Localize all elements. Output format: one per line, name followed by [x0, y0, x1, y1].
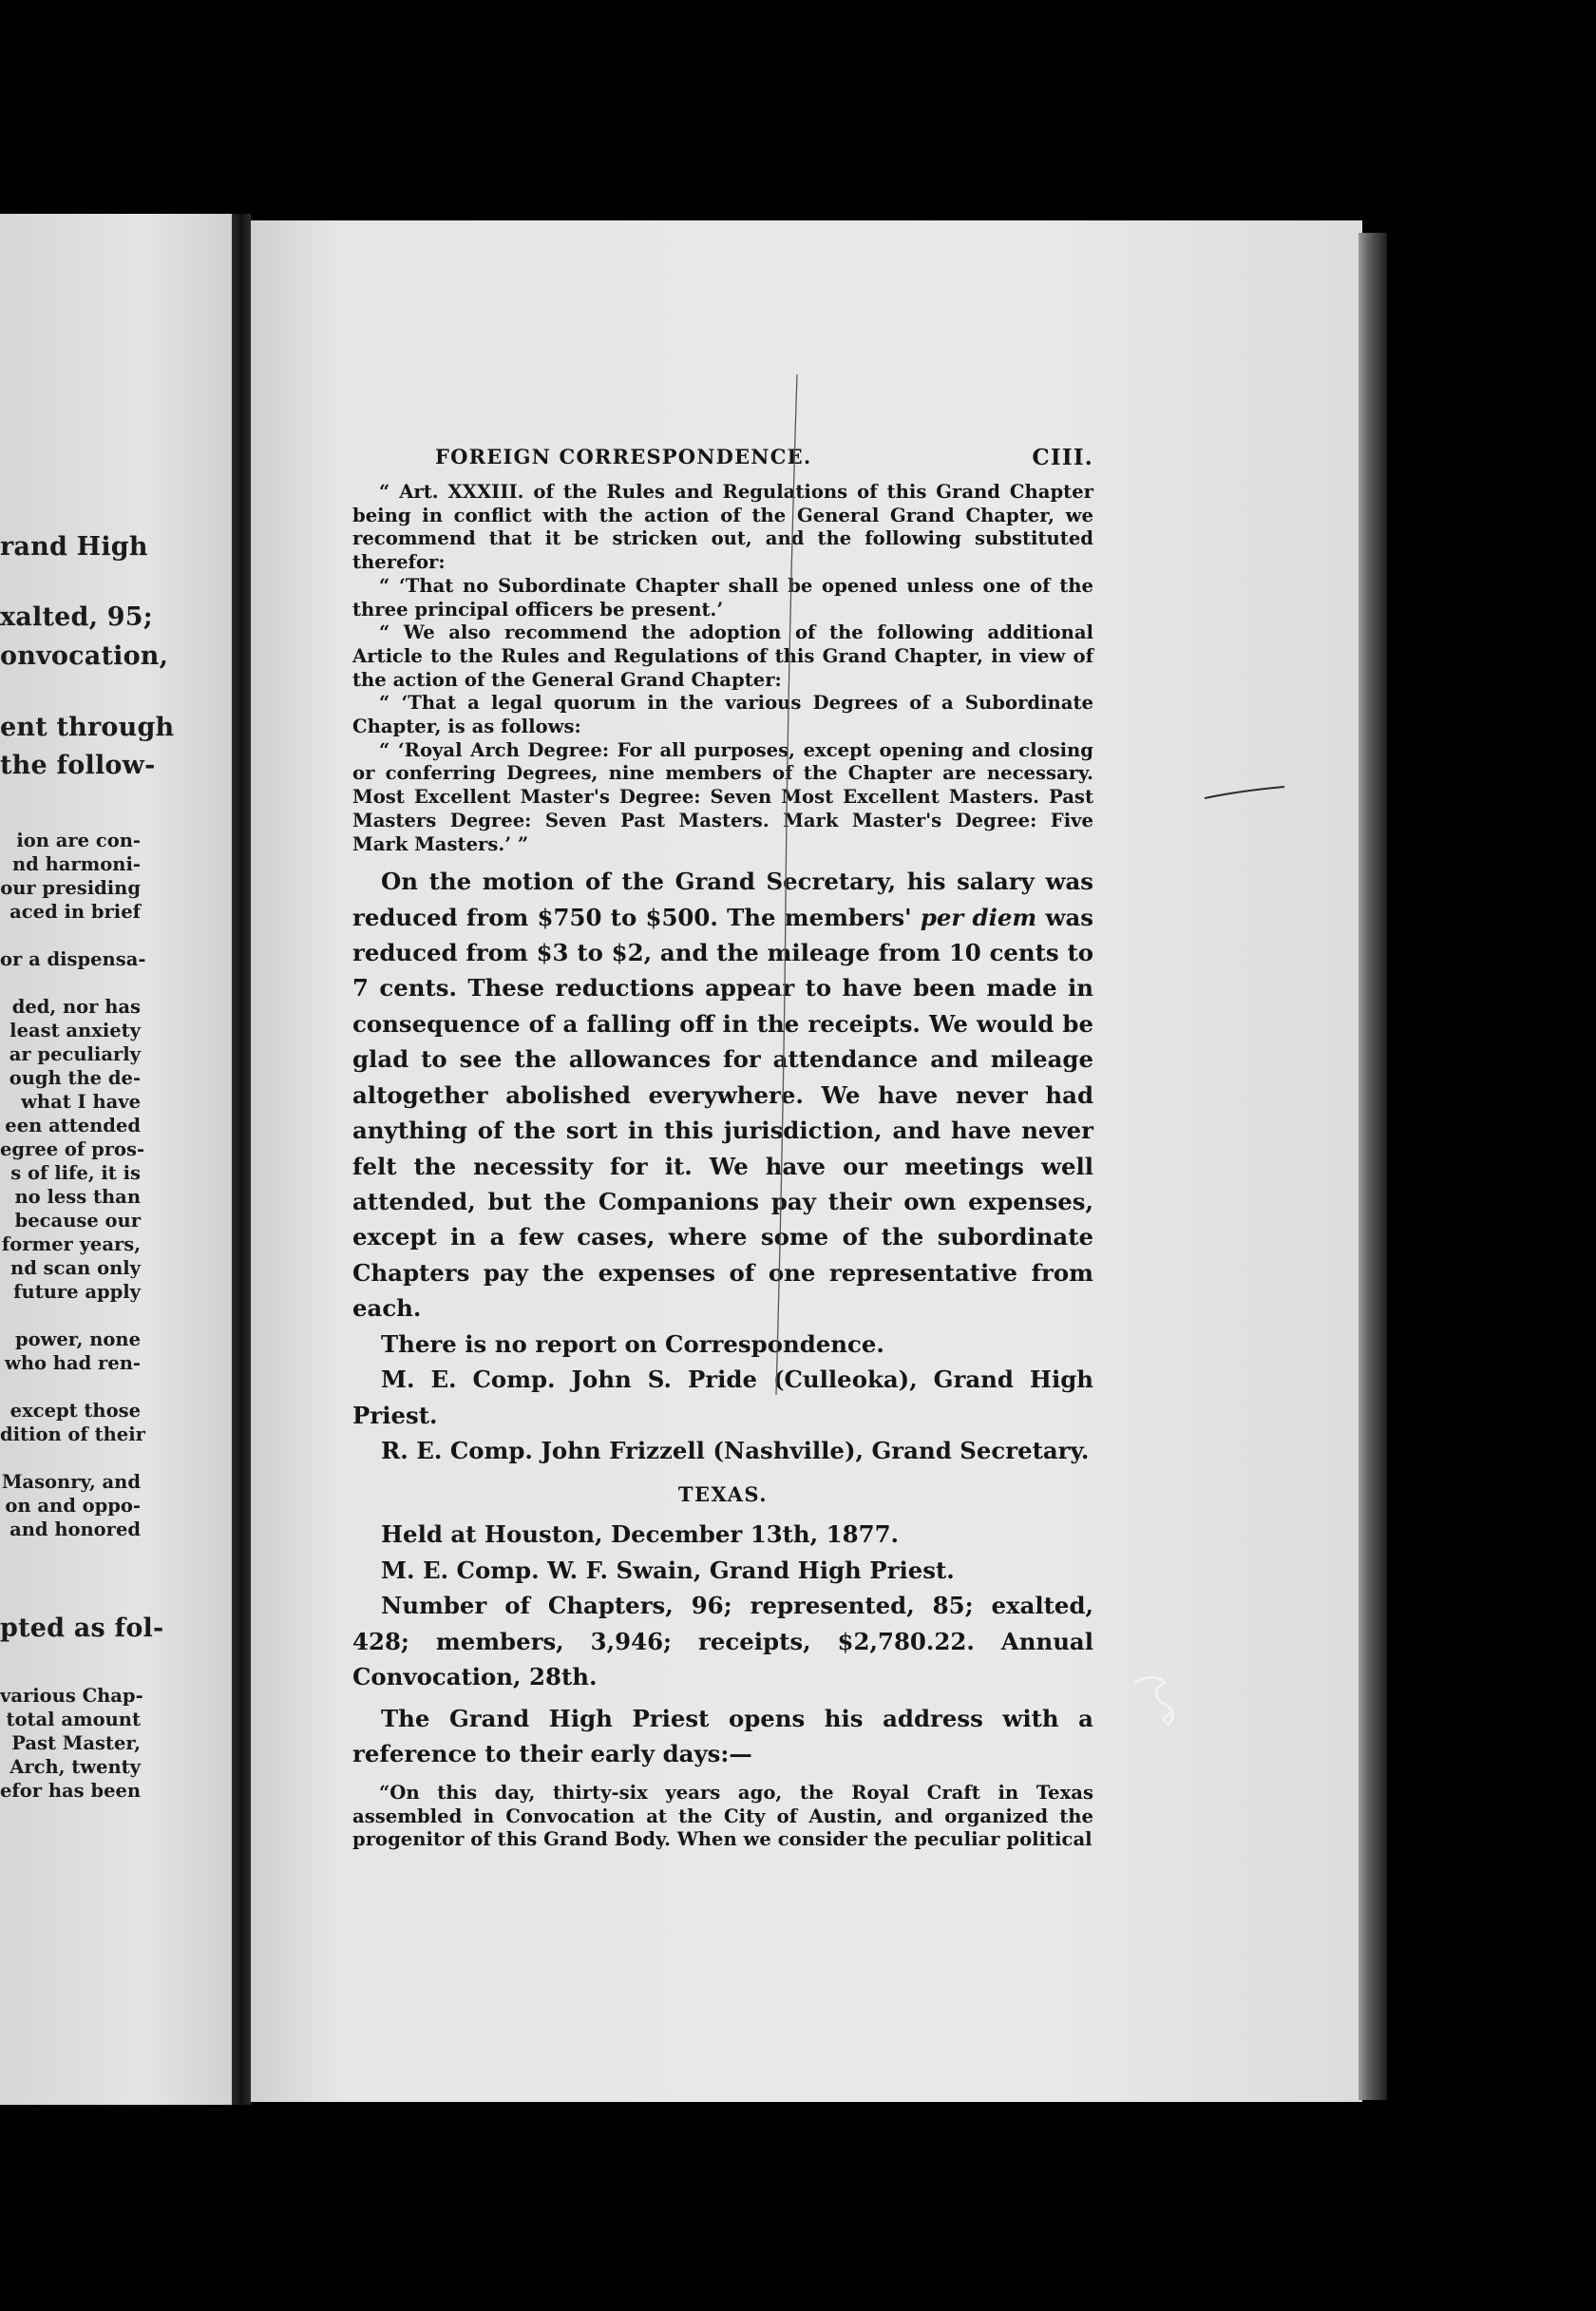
left-page-fragment: what I have [21, 1091, 141, 1113]
quote-paragraph: “ ‘Royal Arch Degree: For all purposes, except opening and closing or conferring Degrees, nine members of the Chapter are necessary. Most Excellent Master's Degree: Seven Most Excellent Masters. Past Masters Degree: Seven Past Masters. Mark Master's Degree: Five Mark Masters.’ ” [352, 738, 1093, 855]
left-page-fragment: Past Master, [11, 1732, 141, 1754]
pencil-line-center [769, 372, 807, 1399]
texas-grand-high-priest-line: M. E. Comp. W. F. Swain, Grand High Priest. [381, 1556, 955, 1584]
left-page-fragment: efor has been [0, 1780, 142, 1802]
per-diem-italic: per diem [920, 903, 1037, 931]
quote-paragraph: “ Art. XXXIII. of the Rules and Regulations of this Grand Chapter being in conflict with the action of the General Grand Chapter, we recommend that it be stricken out, and the following substituted therefor: [352, 481, 1093, 574]
left-page-fragment: on and oppo- [5, 1495, 141, 1517]
left-page-fragment: various Chap- [0, 1685, 143, 1707]
left-page-fragment: who had ren- [5, 1352, 141, 1374]
left-page-fragment: except those [10, 1400, 141, 1422]
right-page [251, 220, 1362, 2102]
left-page-fragment: aced in brief [10, 901, 141, 923]
texas-body [352, 1517, 1093, 1772]
left-page-fragment: ion are con- [16, 830, 141, 851]
left-page-fragment: nd scan only [10, 1257, 141, 1279]
left-page-fragment: ar peculiarly [9, 1043, 141, 1065]
salary-text-2: was reduced from $3 to $2, and the mileage from 10 cents to 7 cents. These reductions appear to have been made in consequence of a falling off in the receipts. We would be glad to see the allowances for attendance and mileage altogether abolished everywhere. We have never had anything of the sort in this jurisdiction, and have never felt the necessity for it. We have our meetings well attended, but the Companions pay their own expenses, except in a few cases, where some of the subordinate Chapters pay the expenses of one representative from each. [352, 903, 1094, 1323]
left-page-fragment: total amount [6, 1709, 141, 1730]
left-page-fragment: s of life, it is [10, 1162, 141, 1184]
address-quote [352, 1782, 1093, 1852]
left-page-fragment: dition of their [0, 1423, 145, 1445]
left-page-fragment: ded, nor has [11, 996, 141, 1018]
left-page-fragment: nd harmoni- [11, 853, 141, 875]
left-page-fragment: pted as fol- [0, 1614, 164, 1643]
left-page-fragment: power, none [14, 1328, 141, 1350]
pencil-scribble-margin [1127, 1670, 1193, 1736]
tennessee-body [352, 864, 1093, 1469]
left-page-fragment: xalted, 95; [0, 602, 153, 632]
left-page-fragment: ent through [0, 713, 175, 742]
left-page-fragment: former years, [1, 1233, 141, 1255]
quote-paragraph: “ We also recommend the adoption of the following additional Article to the Rules and Regulations of this Grand Chapter, in view of the action of the General Grand Chapter: [352, 621, 1093, 691]
quote-paragraph: “ ‘That a legal quorum in the various Degrees of a Subordinate Chapter, is as follows: [352, 692, 1093, 738]
grand-secretary-line: R. E. Comp. John Frizzell (Nashville), Grand Secretary. [381, 1437, 1090, 1465]
left-page-fragment: and honored [10, 1518, 141, 1540]
grand-high-priest-line: M. E. Comp. John S. Pride (Culleoka), Grand High Priest. [352, 1366, 1093, 1429]
left-page-fragment: ough the de- [9, 1067, 141, 1089]
committee-report-quote [352, 481, 1093, 856]
held-line: Held at Houston, December 13th, 1877. [381, 1519, 900, 1548]
left-page-fragment: Masonry, and [1, 1471, 141, 1493]
left-page-fragment: no less than [14, 1186, 141, 1208]
left-page-fragment: the follow- [0, 751, 156, 780]
salary-paragraph [352, 864, 1093, 1326]
left-page-fragment: our presiding [0, 877, 141, 899]
left-page-fragment: een attended [5, 1115, 141, 1136]
address-quote-paragraph: “On this day, thirty-six years ago, the Royal Craft in Texas assembled in Convocation at the City of Austin, and organized the progenitor of this Grand Body. When we consider the peculiar political [352, 1782, 1093, 1851]
left-page-fragment: or a dispensa- [0, 948, 146, 970]
running-title: FOREIGN CORRESPONDENCE. [435, 445, 812, 468]
left-page-fragment: least anxiety [10, 1020, 141, 1041]
no-report-line: There is no report on Correspondence. [381, 1329, 884, 1358]
salary-text-1: On the motion of the Grand Secretary, his salary was reduced from $750 to $500. The members' [352, 868, 1093, 931]
left-page [0, 214, 239, 2105]
book-gutter [232, 214, 251, 2105]
stats-paragraph: Number of Chapters, 96; represented, 85; exalted, 428; members, 3,946; receipts, $2,780.22. Annual Convocation, 28th. [352, 1592, 1093, 1691]
left-page-fragment: future apply [13, 1281, 141, 1303]
page-content [352, 445, 1093, 1852]
left-page-fragment: because our [14, 1210, 141, 1232]
quote-paragraph: “ ‘That no Subordinate Chapter shall be opened unless one of the three principal officers be present.’ [352, 574, 1093, 621]
left-page-fragment: egree of pros- [0, 1138, 145, 1160]
page-edge [1358, 233, 1387, 2100]
left-page-fragment: Arch, twenty [10, 1756, 141, 1778]
running-header [352, 445, 1093, 481]
left-page-fragment: rand High [0, 532, 148, 562]
address-intro: The Grand High Priest opens his address with a reference to their early days:— [352, 1704, 1093, 1768]
left-page-fragment: onvocation, [0, 641, 169, 671]
pencil-mark-margin [1203, 779, 1288, 808]
section-title-texas: TEXAS. [677, 1481, 769, 1506]
page-number: CIII. [1032, 445, 1093, 470]
